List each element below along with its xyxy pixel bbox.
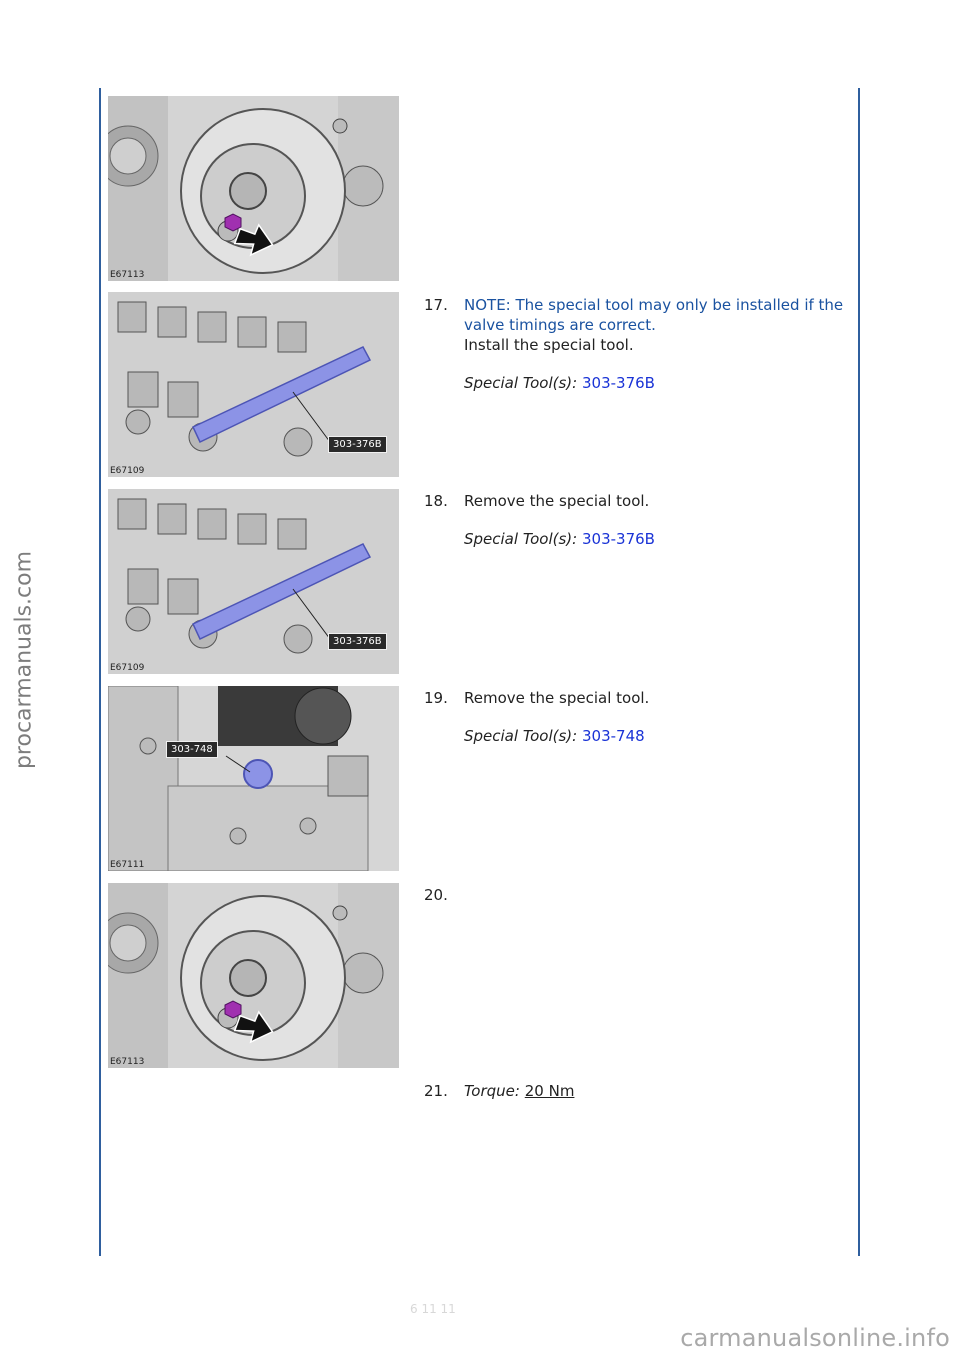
- step-text: Install the special tool.: [464, 336, 634, 354]
- special-tool-link[interactable]: 303-376B: [582, 530, 655, 548]
- step-text: Remove the special tool.: [464, 689, 650, 707]
- figure-camshaft-tool-2: [108, 489, 399, 674]
- step-number: 18.: [424, 492, 448, 510]
- page-number: 6 11 11: [410, 1302, 456, 1316]
- figure-code: E67109: [110, 466, 145, 476]
- bottom-watermark: carmanualsonline.info: [680, 1324, 950, 1352]
- special-tool-label: Special Tool(s):: [464, 374, 578, 392]
- special-tool-link[interactable]: 303-376B: [582, 374, 655, 392]
- side-watermark: procarmanuals.com: [11, 550, 37, 770]
- step-text: Remove the special tool.: [464, 492, 650, 510]
- tool-callout: 303-748: [166, 741, 218, 758]
- special-tool-line: [464, 373, 844, 393]
- special-tool-line: [464, 726, 844, 746]
- figure-block-plug-tool: [108, 686, 399, 871]
- figure-crank-pulley-1: [108, 96, 399, 281]
- figure-code: E67113: [110, 270, 145, 280]
- figure-crank-pulley-2: [108, 883, 399, 1068]
- tool-callout: 303-376B: [328, 436, 387, 453]
- step-number: 20.: [424, 886, 448, 904]
- special-tool-line: [464, 529, 844, 549]
- torque-value: 20 Nm: [524, 1082, 575, 1100]
- step-note: NOTE: The special tool may only be installed if the valve timings are correct.: [464, 296, 844, 334]
- step-number: 19.: [424, 689, 448, 707]
- tool-callout: 303-376B: [328, 633, 387, 650]
- right-margin-rule: [858, 88, 860, 1256]
- figure-code: E67109: [110, 663, 145, 673]
- step-number: 17.: [424, 296, 448, 314]
- figure-camshaft-tool-1: [108, 292, 399, 477]
- special-tool-link[interactable]: 303-748: [582, 727, 645, 745]
- special-tool-label: Special Tool(s):: [464, 727, 578, 745]
- torque-label: Torque:: [464, 1082, 520, 1100]
- special-tool-label: Special Tool(s):: [464, 530, 578, 548]
- step-number: 21.: [424, 1082, 448, 1100]
- left-margin-rule: [99, 88, 101, 1256]
- figure-code: E67111: [110, 860, 145, 870]
- figure-code: E67113: [110, 1057, 145, 1067]
